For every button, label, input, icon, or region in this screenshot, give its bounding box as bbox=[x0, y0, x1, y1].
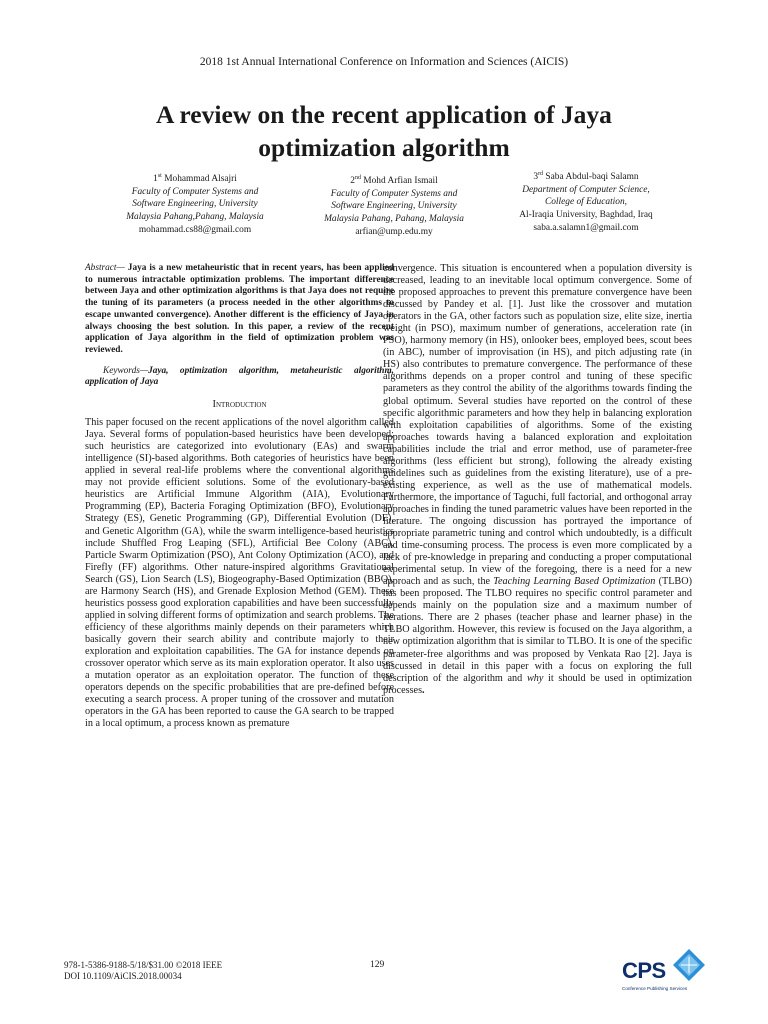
conference-header: 2018 1st Annual International Conference on Information and Sciences (AICIS) bbox=[199, 56, 569, 68]
cps-logo-subtext: Conference Publishing Services bbox=[622, 986, 688, 991]
keywords bbox=[85, 366, 394, 389]
right-column bbox=[383, 263, 692, 697]
author-block-2 bbox=[294, 172, 494, 238]
title-line-1: A review on the recent application of Jaya bbox=[156, 100, 612, 129]
tlbo-italic-term: Teaching Learning Based Optimization bbox=[493, 576, 656, 588]
author-affiliation: Faculty of Computer Systems and bbox=[330, 188, 458, 199]
keywords-text: Jaya, optimization algorithm, metaheuristic algorithm, application of Jaya bbox=[85, 365, 394, 388]
author-affiliation: Software Engineering, University bbox=[331, 201, 457, 212]
why-italic-term: why bbox=[526, 672, 544, 684]
section-heading-introduction: Introduction bbox=[212, 399, 267, 411]
cps-logo bbox=[622, 948, 704, 996]
page-number: 129 bbox=[370, 960, 385, 970]
author-email: mohammad.cs88@gmail.com bbox=[138, 224, 252, 235]
author-name: 1st Mohammad Alsajri bbox=[153, 173, 237, 185]
author-name: 3rd Saba Abdul-baqi Salamn bbox=[533, 171, 639, 183]
author-block-1 bbox=[95, 170, 295, 236]
author-email: arfian@ump.edu.my bbox=[355, 226, 433, 237]
introduction-text: This paper focused on the recent applications of the novel algorithm called Jaya. Several forms of population-based heuristics have been developed; such heuristics are categorized into evolutionary (EAs) and swarm intelligence (SI)-based algorithms. Both categories of heuristics have been applied in several real-life problems where the conventional algorithms may not provide efficient solutions. Some of the evolutionary-based heuristics are Artificial Immune Algorithm (AIA), Evolutionary Programming (EP), Bacteria Foraging Optimization (BFO), Evolutionary Strategy (ES), Genetic Programming (GP), Differential Evolution (DE), and Genetic Algorithm (GA), while the swarm intelligence-based heuristics include Shuffled Frog Leaping (SFL), Artificial Bee Colony (ABC), Particle Swarm Optimization (PSO), Ant Colony Optimization (ACO), and Firefly (FF) algorithms. Other nature-inspired algorithms Gravitational Search (GS), Lion Search (LS), Biogeography-Based Optimization (BBO), are Harmony Search (HS), and Grenade Explosion Method (GEM). These heuristics possess good exploration capabilities and have been successfully applied in solving different forms of optimization and search problems. The efficiency of these algorithms mainly depends on their parameters which basically govern their search ability and contribute majorly to their exploration and exploitation capabilities. The GA for instance depends on crossover operator which serve as its main exploration operator. It also uses a mutation operator as an exploitation operator. The function of these operators depends on the specific probabilities that are pre-defined before executing a search process. A proper tuning of the crossover and mutation operators in the GA has been reported to cause the GA search to be trapped in a local optimum, a process known as premature bbox=[85, 417, 394, 730]
author-affiliation: Malaysia Pahang, Pahang, Malaysia bbox=[324, 213, 464, 224]
cps-logo-text: CPS bbox=[622, 958, 666, 983]
keywords-lead: Keywords— bbox=[103, 365, 149, 376]
author-block-3 bbox=[486, 168, 686, 234]
right-column-text: convergence. This situation is encountered when a population diversity is decreased, leading to an inevitable local optimum convergence. Some of the proposed approaches to prevent this premature convergence have been discussed by Pandey et al. [1]. Just like the crossover and mutation operators in the GA, other factors such as population size, elite size, inertia weight (in PSO), maximum number of generations, acceleration rate (in PSO), harmony memory (in HS), onlooker bees, employed bees, scout bees (in ABC), number of improvisation (in HS), and pitch adjusting rate (in HS) also contributes to premature convergence. The performance of these algorithms depends on a proper control and tuning of these specific parameters as they control the ability of the algorithms towards finding the global optimum. Several studies have reported on the control of these specific algorithmic parameters and how they help in balancing exploration with exploitation capabilities of algorithms. Some of the existing approaches towards having a balanced exploration and exploitation capabilities include the trial and error method, use of parameter-free algorithms (less efficient but strong), following the already existing guidelines such as guidelines from the existing literature), use of a pre-existing experience, as well as the use of mathematical models. Furthermore, the importance of Taguchi, full factorial, and orthogonal array approaches in finding the tuned parametric values have been reported in the literature. The ongoing discussion has portrayed the importance of appropriate parametric tuning and control which undoubtedly, is a difficult and time-consuming process. The process is even more complicated by a lack of pre-knowledge in preparing and conducting a proper computational experimental setup. In view of the foregoing, there is a need for a new approach and as such, the Teaching Learning Based Optimization (TLBO) has been proposed. The TLBO requires no specific control parameter and depends mainly on the population size and a maximum number of iterations. There are 2 phases (teacher phase and learner phase) in the TLBO algorithm. However, this review is focused on the Jaya algorithm, a new optimization algorithm that is similar to TLBO. It is one of the specific parameter-free algorithms and was proposed by Venkata Rao [2]. Jaya is discussed in detail in this paper with a focus on exploring the full description of the algorithm and why it should be used in optimization processes. bbox=[383, 263, 692, 696]
author-affiliation: Malaysia Pahang,Pahang, Malaysia bbox=[126, 211, 264, 222]
abstract-lead: Abstract— bbox=[85, 263, 125, 273]
author-affiliation: Al-Iraqia University, Baghdad, Iraq bbox=[519, 209, 653, 220]
cps-diamond-icon bbox=[672, 948, 706, 982]
author-affiliation: Department of Computer Science, bbox=[522, 184, 650, 195]
author-affiliation: College of Education, bbox=[544, 197, 628, 208]
author-name: 2nd Mohd Arfian Ismail bbox=[350, 175, 438, 187]
left-column bbox=[85, 263, 394, 730]
footer-isbn: 978-1-5386-9188-5/18/$31.00 ©2018 IEEE bbox=[64, 960, 223, 970]
author-affiliation: Software Engineering, University bbox=[132, 199, 258, 210]
footer-copyright bbox=[64, 960, 222, 982]
title-line-2: optimization algorithm bbox=[258, 133, 510, 162]
author-email: saba.a.salamn1@gmail.com bbox=[533, 222, 639, 233]
abstract bbox=[85, 263, 394, 357]
abstract-text: Jaya is a new metaheuristic that in recent years, has been applied to numerous intractable optimization problems. The important difference between Jaya and other optimization algorithms is that Jaya does not require the tuning of its parameters (a process needed in the other algorithms to escape unwanted convergence). Another different is the efficiency of Jaya in always choosing the best solution. In this paper, a review of the recent application of Jaya algorithm in the field of optimization problem was reviewed. bbox=[85, 263, 394, 355]
footer-doi: DOI 10.1109/AiCIS.2018.00034 bbox=[64, 971, 182, 981]
author-affiliation: Faculty of Computer Systems and bbox=[131, 186, 259, 197]
paper-title bbox=[60, 98, 708, 164]
